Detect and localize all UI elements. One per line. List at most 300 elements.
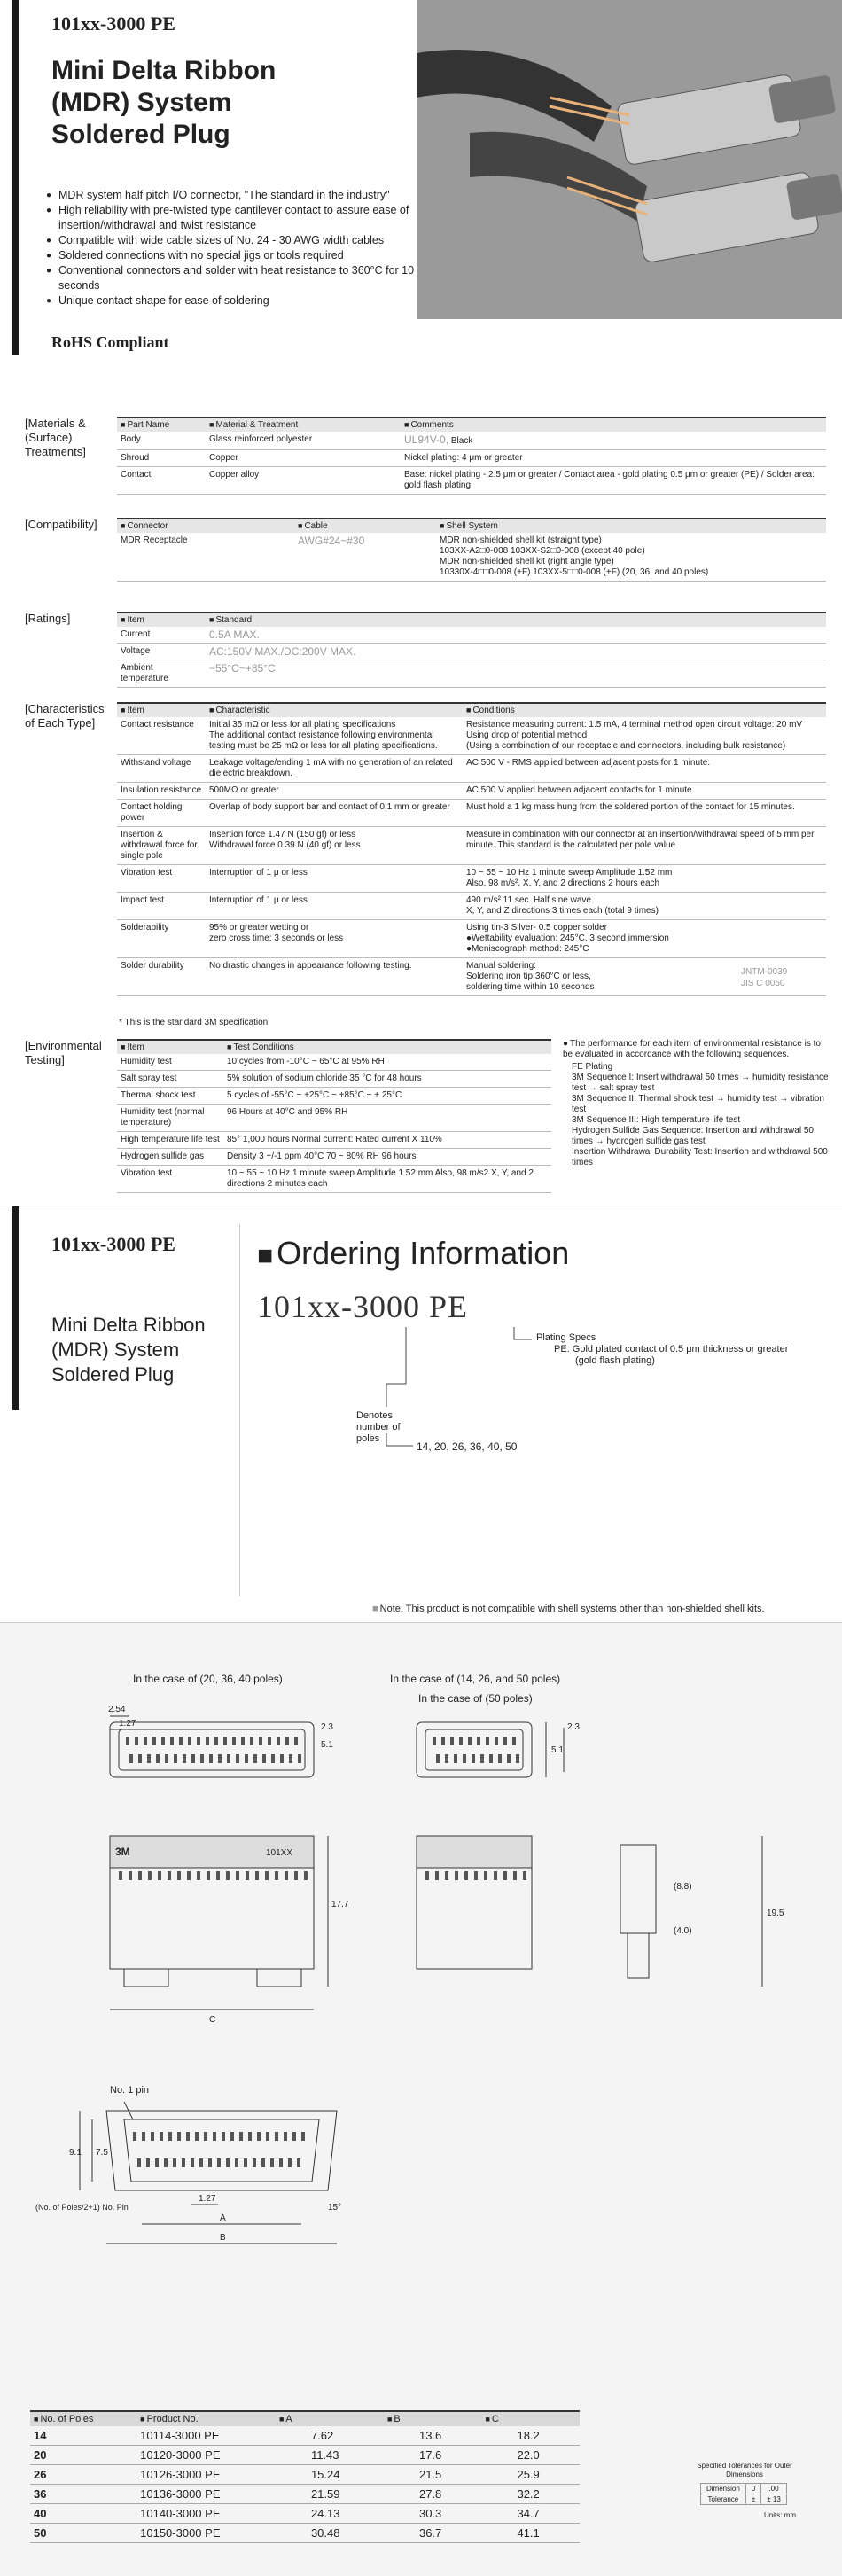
pin-mark [297,2158,300,2167]
pin-mark [129,1754,133,1763]
cell: 96 Hours at 40°C and 95% RH [223,1105,551,1132]
denote-line: Denotes [356,1410,393,1421]
cell: Humidity test [117,1054,223,1071]
pin-mark [244,2158,247,2167]
plating-line: PE: Gold plated contact of 0.5 μm thickness or greater [554,1344,789,1354]
table-row [117,1132,551,1149]
cell: Contact [117,467,206,495]
table-row [117,1166,551,1193]
pin-mark [186,2132,190,2141]
cell: Contact resistance [117,717,206,755]
cell: 50 [30,2524,136,2543]
cell: Ambient temperature [117,660,206,688]
pin-mark [435,1871,439,1880]
materials-label: [Materials & (Surface) Treatments] [25,417,86,458]
dim-label: 5.1 [551,1745,564,1755]
table-row [117,432,826,450]
pin-mark [516,1754,519,1763]
pin-mark [507,1754,511,1763]
dim-label: 9.1 [69,2148,82,2158]
note-line: 3M Sequence I: Insert withdrawal 50 times → humidity resistance test → salt spray test [572,1073,829,1093]
pin-mark [177,1871,181,1880]
pin-mark [197,1871,200,1880]
pin-mark [285,1871,288,1880]
compat-note: ■ Note: This product is not compatible with shell systems other than non-shielded shell kits. [372,1604,765,1614]
ordering-leader-lines [0,1206,842,1623]
brand-mark: 3M [115,1846,130,1858]
cell: −55°C~+85°C [206,660,826,688]
pin-mark [463,1754,466,1763]
pin-mark [236,1871,239,1880]
pin-mark [513,1871,517,1880]
pin-mark [177,2132,181,2141]
cell: AC:150V MAX./DC:200V MAX. [206,644,826,660]
cell: Insertion force 1.47 N (150 gf) or less Withdrawal force 0.39 N (40 gf) or less [206,827,463,865]
pin-mark [266,2132,269,2141]
color-value: Black [450,436,473,446]
pin-mark [214,1737,218,1745]
col-header: ■ Shell System [436,519,826,533]
pin-mark [464,1871,468,1880]
pin-mark [288,2158,292,2167]
dim-label: 2.54 [108,1705,126,1714]
pin-mark [503,1871,507,1880]
pin-mark [523,1871,526,1880]
characteristics-table [117,702,826,996]
table-row [117,1071,551,1088]
ordering-section [0,1206,842,1622]
pin-mark [144,1737,147,1745]
denote-line: poles [356,1433,380,1444]
table-row [117,467,826,495]
shell-line: 103XX-A2□0-008 103XX-S2□0-008 (except 40 pole) [440,546,645,556]
drawing-section [0,1622,842,2576]
feature-item: ● MDR system half pitch I/O connector, "The standard in the industry" [46,188,445,203]
col-header: ■ Test Conditions [223,1040,551,1054]
pin-mark [135,1737,138,1745]
pin-mark [498,1754,502,1763]
cell: 36 [30,2485,136,2504]
cell: Copper alloy [206,467,401,495]
cell: 17.6 [384,2446,482,2465]
note-line: 3M Sequence III: High temperature life test [572,1115,741,1125]
cell: Interruption of 1 μ or less [206,893,463,920]
pin-mark [188,1737,191,1745]
table-row [117,660,826,688]
cell: Tolerance [701,2494,746,2505]
cell: 32.2 [481,2485,580,2504]
pin-mark [161,1737,165,1745]
cell: 30.48 [276,2524,384,2543]
shell-line: MDR non-shielded shell kit (straight type) [440,535,602,545]
col-header: ■ Item [117,613,206,627]
cell: 41.1 [481,2524,580,2543]
pin-mark [433,1737,436,1745]
pin-mark [495,1737,498,1745]
pin-mark [301,2132,305,2141]
feature-item: ● Compatible with wide cable sizes of No. 24 - 30 AWG width cables [46,233,445,248]
denote-line: number of [356,1422,401,1432]
cell: Vibration test [117,1166,223,1193]
pin-mark [191,1754,195,1763]
pin-mark [152,1737,156,1745]
cell: 5 cycles of -55°C ~ +25°C ~ +85°C ~ + 25°C [223,1088,551,1105]
cell: 10150-3000 PE [136,2524,276,2543]
cell: Salt spray test [117,1071,223,1088]
pin-mark [275,2132,278,2141]
cell: Withstand voltage [117,755,206,783]
pin-mark [197,1737,200,1745]
title-line: Mini Delta Ribbon [51,56,277,85]
pin-mark [147,1754,151,1763]
footnote: * This is the standard 3M specification [119,1018,269,1027]
title-line: (MDR) System [51,1339,180,1361]
table-row [117,533,826,582]
pin-mark [148,1871,152,1880]
pin-mark [275,1871,278,1880]
table-row [117,827,826,865]
table-row [117,755,826,783]
cell: 0 [745,2484,760,2494]
col-header: ■ Item [117,1040,223,1054]
pin-mark [289,1754,292,1763]
cell: AC 500 V - RMS applied between adjacent posts for 1 minute. [463,755,826,783]
pin-mark [486,1737,489,1745]
feature-list [46,188,445,308]
cell: 22.0 [481,2446,580,2465]
connector-photo-graphic [417,0,842,319]
cell: High temperature life test [117,1132,223,1149]
cell: 10136-3000 PE [136,2485,276,2504]
pin-mark [503,1737,507,1745]
pin-mark [489,1754,493,1763]
pin-mark [271,1754,275,1763]
environment-table [117,1039,551,1193]
table-row [30,2426,580,2446]
compat-label: [Compatibility] [25,518,97,531]
series-name: 101xx-3000 PE [51,12,175,35]
cell: 15.24 [276,2465,384,2485]
cell: 7.62 [276,2426,384,2446]
compat-table [117,518,826,582]
pin-mark [459,1737,463,1745]
cell: Initial 35 mΩ or less for all plating specifications The additional contact resistance following environmental testing must be 25 mΩ or less for all plating specifications. [206,717,463,755]
pin-mark [259,1737,262,1745]
cell: 36.7 [384,2524,482,2543]
feature-item: ● Conventional connectors and solder with heat resistance to 360°C for 10 seconds [46,263,445,293]
pin-mark [232,1737,236,1745]
pin-mark [195,2132,199,2141]
feature-item: ● Soldered connections with no special jigs or tools required [46,248,445,263]
feature-item: ● Unique contact shape for ease of soldering [46,293,445,308]
dim-label: A [220,2213,226,2223]
col-header: ■ Part Name [117,418,206,432]
dim-label: 2.3 [321,1722,333,1732]
cell: Nickel plating: 4 μm or greater [401,450,826,467]
pin-mark [217,2158,221,2167]
environment-label: [Environmental Testing] [25,1039,102,1066]
shell-line: 10330X-4□□0-008 (+F) 103XX-5□□0-008 (+F) (20, 36, and 40 poles) [440,567,709,577]
cell: Humidity test (normal temperature) [117,1105,223,1132]
cell: 10120-3000 PE [136,2446,276,2465]
col-header: ■ B [384,2411,482,2426]
pin-mark [174,1754,177,1763]
cell: Glass reinforced polyester [206,432,401,450]
part-mark: 101XX [266,1848,293,1858]
cell: 10140-3000 PE [136,2504,276,2524]
pin-mark [494,1871,497,1880]
pin-mark [253,2158,256,2167]
pin-mark [472,1754,475,1763]
col-header: ■ Material & Treatment [206,418,401,432]
cell: 95% or greater wetting or zero cross time: 3 seconds or less [206,920,463,958]
pin-mark [138,1871,142,1880]
cell: Thermal shock test [117,1088,223,1105]
cell: Body [117,432,206,450]
cell: 13.6 [384,2426,482,2446]
notes-heading: ● The performance for each item of environmental resistance is to be evaluated in accordance with the following sequences. [563,1039,829,1060]
table-row [30,2524,580,2543]
pin-mark [512,1737,516,1745]
product-photo [417,0,842,319]
cell: Overlap of body support bar and contact of 0.1 mm or greater [206,800,463,827]
col-header: ■ Item [117,703,206,717]
dim-label: (8.8) [674,1882,692,1892]
cell: 24.13 [276,2504,384,2524]
plating-specs [536,1332,788,1367]
cell: Density 3 +/-1 ppm 40°C 70 ~ 80% RH 96 hours [223,1149,551,1166]
col-header: ■ Standard [206,613,826,627]
cell: Using tin-3 Silver- 0.5 copper solder ●Wettability evaluation: 245°C, 3 second immersion ●Meniscograph method: 245°C [463,920,826,958]
table-row [30,2446,580,2465]
pin-mark [294,1871,298,1880]
pin-mark [236,1754,239,1763]
col-header: ■ C [481,2411,580,2426]
environment-notes [563,1039,829,1168]
pin-mark [165,1754,168,1763]
tol-title-line: Dimensions [726,2471,763,2478]
cell: 11.43 [276,2446,384,2465]
ul-rating: UL94V-0, [404,433,449,446]
pin-mark [209,1754,213,1763]
cell: 34.7 [481,2504,580,2524]
characteristics-label: [Characteristics of Each Type] [25,702,105,730]
cell: 26 [30,2465,136,2485]
pin-mark [138,1754,142,1763]
part-number: 101xx-3000 PE [257,1289,468,1324]
shell-line: MDR non-shielded shell kit (right angle type) [440,557,614,566]
cell: ± [745,2494,760,2505]
pin-mark [304,1871,308,1880]
cell: Base: nickel plating - 2.5 μm or greater / Contact area - gold plating 0.5 μm or greater (PE) / Solder area: gold flash plating [401,467,826,495]
table-row [30,2465,580,2485]
pin-mark [235,2158,238,2167]
notes-list [563,1062,829,1168]
materials-table [117,417,826,495]
pin-mark [255,1871,259,1880]
ordering-heading: ■ Ordering Information [257,1235,569,1272]
no1-pin-label: No. 1 pin [110,2085,150,2096]
pin-mark [119,1871,122,1880]
table-row [117,1149,551,1166]
dim-label: C [209,2015,216,2025]
cell: 40 [30,2504,136,2524]
title-line: (MDR) System [51,88,232,117]
series-name: 101xx-3000 PE [51,1233,175,1255]
cell [401,432,826,450]
cell: 85° 1,000 hours Normal current: Rated current X 110% [223,1132,551,1149]
table-row [117,717,826,755]
pin-mark [129,1871,132,1880]
pin-mark [280,1754,284,1763]
tol-title-line: Specified Tolerances for Outer [697,2462,792,2470]
pin-mark [191,2158,194,2167]
pin-mark [208,2158,212,2167]
cell: Solderability [117,920,206,958]
cell: 21.59 [276,2485,384,2504]
cell: 20 [30,2446,136,2465]
pin-mark [187,1871,191,1880]
title-line: Soldered Plug [51,1363,175,1386]
cell: Must hold a 1 kg mass hung from the soldered portion of the contact for 15 minutes. [463,800,826,827]
dim-label: 2.3 [567,1722,580,1732]
dim-label: 15° [328,2203,342,2213]
case-label: In the case of (14, 26, and 50 poles) [390,1673,561,1685]
poles-options: 14, 20, 26, 36, 40, 50 [417,1440,518,1453]
pin-mark [474,1871,478,1880]
pin-mark [156,1754,160,1763]
pin-mark [484,1871,487,1880]
cell: Resistance measuring current: 1.5 mA, 4 terminal method open circuit voltage: 20 mV Using drop of potential method (Using a combination of our receptacle and connectors, including bulk resistance) [463,717,826,755]
pin-mark [222,2132,225,2141]
standard-ref: JNTM-0039 [741,967,788,977]
cell: Voltage [117,644,206,660]
dimensions-table [30,2410,580,2543]
pin-mark [133,2132,136,2141]
pin-mark [445,1871,448,1880]
dim-label: 1.27 [199,2194,216,2204]
note-line: Hydrogen Sulfide Gas Sequence: Insertion and withdrawal 50 times → hydrogen sulfide gas test [572,1126,814,1146]
pin-mark [292,2132,296,2141]
cell: Contact holding power [117,800,206,827]
cell: AWG#24~#30 [294,533,436,582]
col-header: ■ Product No. [136,2411,276,2426]
cell: Impact test [117,893,206,920]
cell: 500MΩ or greater [206,783,463,800]
pin-mark [173,2158,176,2167]
title-line: Soldered Plug [51,120,230,149]
pin-mark [441,1737,445,1745]
note-line: 3M Sequence II: Thermal shock test → humidity test → vibration test [572,1094,824,1114]
table-row [701,2484,787,2494]
pin-mark [245,1754,248,1763]
pin-mark [230,2132,234,2141]
table-row [117,893,826,920]
pin-mark [213,2132,216,2141]
table-row [30,2485,580,2504]
pin-mark [223,1737,227,1745]
cell: MDR Receptacle [117,533,294,582]
table-row [117,920,826,958]
pin-mark [454,1754,457,1763]
vertical-accent-bar [12,0,19,355]
cell: ± 13 [761,2494,787,2505]
pin-mark [239,2132,243,2141]
table-row [117,450,826,467]
cell: 10126-3000 PE [136,2465,276,2485]
pin-mark [248,2132,252,2141]
dim-label: 5.1 [321,1740,333,1750]
cell: Measure in combination with our connector at an insertion/withdrawal speed of 5 mm per minute. This standard is the calculated per pole value [463,827,826,865]
pin-mark [279,2158,283,2167]
cell: 10 cycles from -10°C ~ 65°C at 95% RH [223,1054,551,1071]
pin-mark [164,2158,168,2167]
pin-mark [168,2132,172,2141]
pin-mark [284,2132,287,2141]
rohs-label: RoHS Compliant [51,333,169,351]
cell: Current [117,627,206,644]
table-row [117,1088,551,1105]
note-line: Insertion Withdrawal Durability Test: Insertion and withdrawal 500 times [572,1147,828,1167]
pin-mark [226,2158,230,2167]
col-header: ■ A [276,2411,384,2426]
technical-drawing [0,1623,842,2403]
pin-mark [270,2158,274,2167]
pin-mark [265,1871,269,1880]
pin-mark [455,1871,458,1880]
pin-mark [480,1754,484,1763]
pin-mark [158,1871,161,1880]
col-header: ■ Connector [117,519,294,533]
pin-mark [137,2158,141,2167]
pin-mark [294,1737,298,1745]
pin-mark [241,1737,245,1745]
tolerance-title [691,2462,798,2479]
title-line: Mini Delta Ribbon [51,1314,206,1336]
table-row [117,783,826,800]
pin-mark [261,2158,265,2167]
pin-mark [146,2158,150,2167]
pin-mark [285,1737,289,1745]
cell: 5% solution of sodium chloride 35 °C for 48 hours [223,1071,551,1088]
pin-mark [227,1754,230,1763]
cell: Interruption of 1 μ or less [206,865,463,893]
pin-mark [425,1871,429,1880]
cell: 10 ~ 55 ~ 10 Hz 1 minute sweep Amplitude 1.52 mm Also, 98 m/s², X, Y, and 2 directions 2 hours each [463,865,826,893]
pin-mark [257,2132,261,2141]
pin-mark [179,1737,183,1745]
table-row [701,2494,787,2505]
cell: Copper [206,450,401,467]
pin-mark [468,1737,472,1745]
pin-mark [182,2158,185,2167]
pin-mark [151,2132,154,2141]
pin-mark [436,1754,440,1763]
pin-mark [268,1737,271,1745]
note-line: FE Plating [572,1062,613,1072]
units-label: Units: mm [764,2511,796,2519]
table-row [117,958,826,996]
pin-mark [168,1871,171,1880]
pin-mark [199,2158,203,2167]
pin-mark [298,1754,301,1763]
cell: AC 500 V applied between adjacent contacts for 1 minute. [463,783,826,800]
cell: 10 ~ 55 ~ 10 Hz 1 minute sweep Amplitude 1.52 mm Also, 98 m/s2 X, Y, and 2 directions 2 minutes each [223,1166,551,1193]
cell: 490 m/s² 11 sec. Half sine wave X, Y, and Z directions 3 times each (total 9 times) [463,893,826,920]
table-row [117,865,826,893]
pin-mark [160,2132,163,2141]
table-row [117,800,826,827]
